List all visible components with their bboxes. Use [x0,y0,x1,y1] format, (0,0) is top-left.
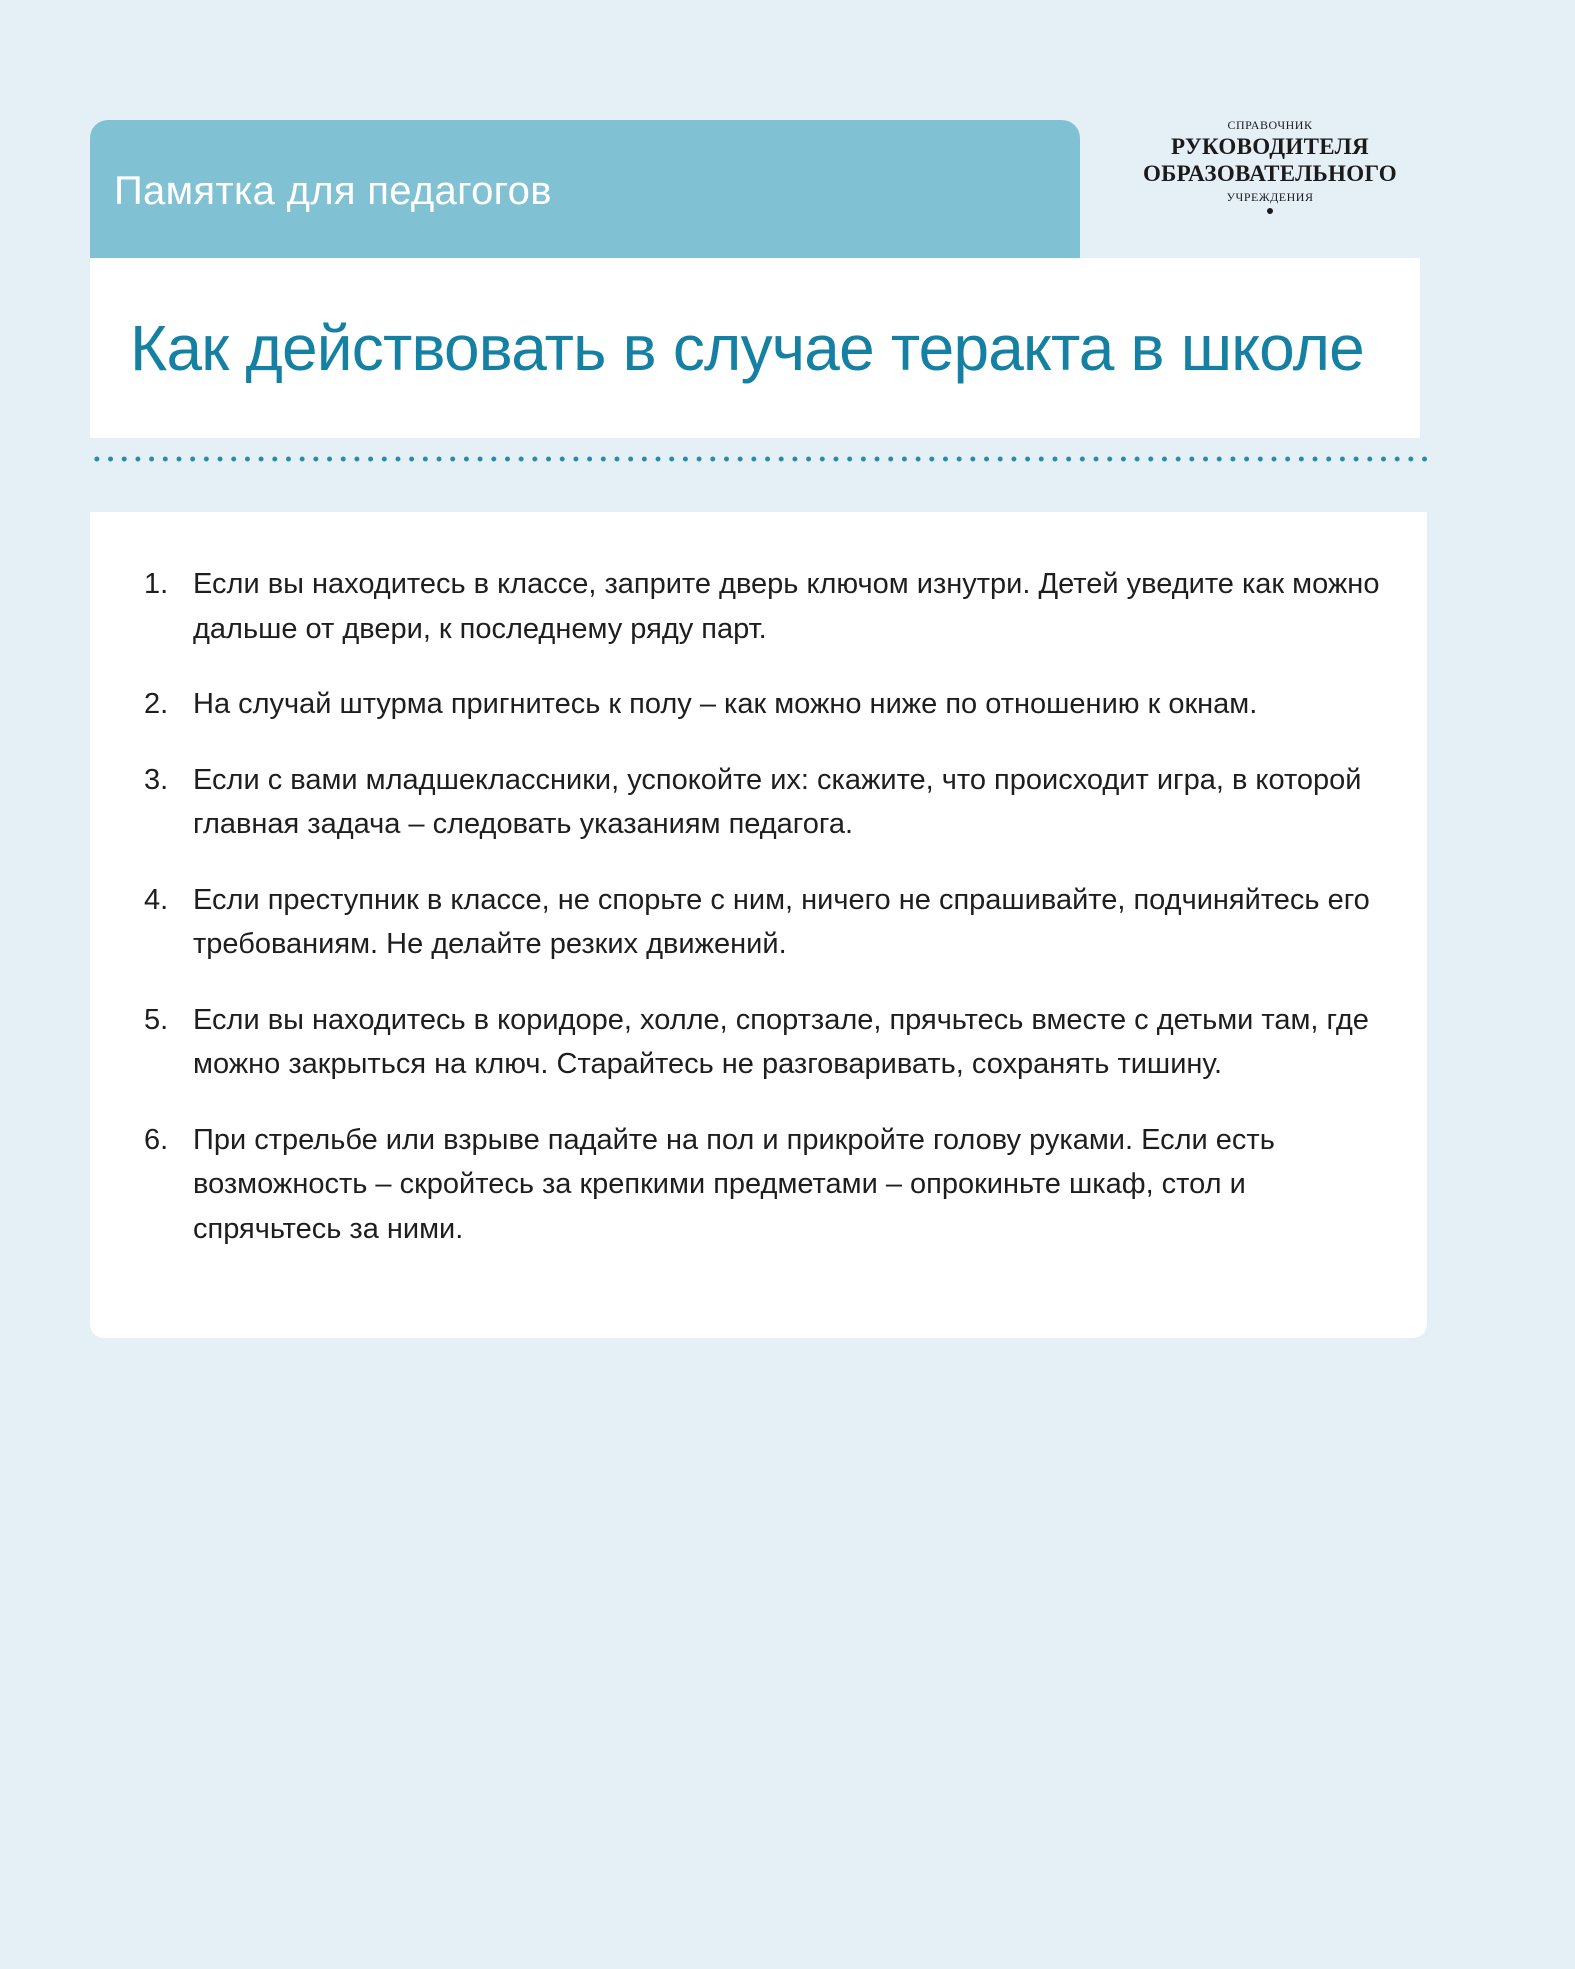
logo-top-text: СПРАВОЧНИК [1227,118,1313,132]
logo-line-2: ОБРАЗОВАТЕЛЬНОГО [1142,161,1397,186]
logo-bottom-text: УЧРЕЖДЕНИЯ [1226,190,1314,204]
logo-line-1: РУКОВОДИТЕЛЯ [1171,134,1369,159]
list-item-number: 1. [144,568,169,600]
list-item-number: 5. [144,1003,169,1036]
list-item [90,998,1387,1087]
page-title: Как действовать в случае теракта в школе [130,312,1364,384]
list-item-text: Если преступник в классе, не спорьте с ним, ничего не спрашивайте, подчиняйтесь его требованиям. Не делайте резких движений. [193,883,1370,960]
header-tab [90,120,1080,260]
list-item-text: Если вы находитесь в классе, заприте дверь ключом изнутри. Детей уведите как можно дальше от двери, к последнему ряду парт. [193,568,1380,645]
list-item-number: 2. [144,688,169,720]
list-item-number: 4. [144,883,169,916]
list-item [90,878,1387,967]
list-item-text: Если с вами младшеклассники, успокойте их: скажите, что происходит игра, в которой главная задача – следовать указаниям педагога. [193,763,1362,840]
instructions-box [90,512,1427,1338]
list-item-text: При стрельбе или взрыве падайте на пол и прикройте голову руками. Если есть возможность – скройтесь за крепкими предметами – опрокиньте шкаф, стол и спрячьтесь за ними. [193,1123,1275,1245]
list-item-number: 3. [144,763,169,796]
dotted-divider [90,456,1430,462]
tab-label: Памятка для педагогов [114,168,552,213]
list-item [90,758,1387,847]
list-item [90,682,1387,727]
list-item [90,562,1387,651]
title-box [90,258,1420,438]
logo-dot-icon [1267,208,1273,214]
list-item [90,1118,1387,1252]
list-item-number: 6. [144,1123,169,1156]
list-item-text: На случай штурма пригнитесь к полу – как можно ниже по отношению к окнам. [193,688,1258,720]
list-item-text: Если вы находитесь в коридоре, холле, спортзале, прячьтесь вместе с детьми там, где можно закрыться на ключ. Старайтесь не разговаривать, сохранять тишину. [193,1003,1369,1080]
publisher-logo [1120,117,1420,214]
